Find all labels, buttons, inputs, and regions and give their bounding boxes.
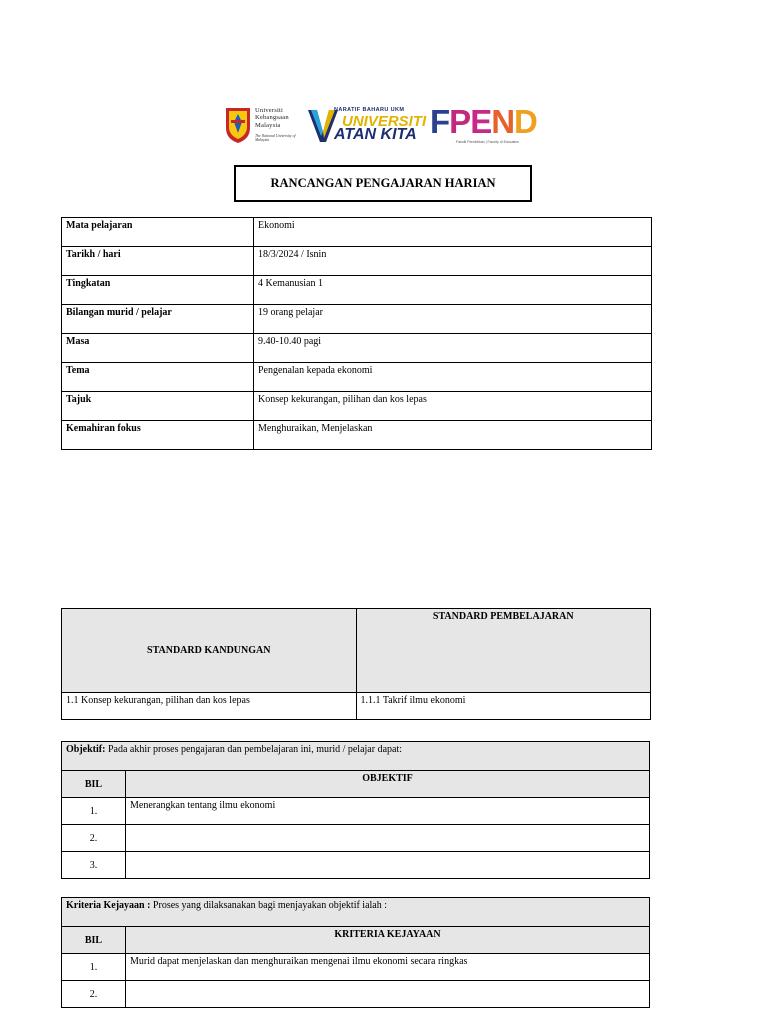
info-label: Tema: [62, 363, 254, 392]
watan-kita-universiti: UNIVERSITI: [342, 113, 427, 130]
table-row: [62, 363, 652, 392]
fpend-subtitle: Fakulti Pendidikan | Faculty of Education: [456, 140, 520, 144]
row-number: 2.: [62, 981, 126, 1008]
table-header-row: [62, 771, 650, 798]
table-caption-row: [62, 898, 650, 927]
criteria-table: [61, 897, 650, 1008]
row-number: 1.: [62, 954, 126, 981]
info-label: Mata pelajaran: [62, 218, 254, 247]
objective-text: [126, 825, 650, 852]
table-header-row: [62, 609, 651, 693]
fpend-letter: E: [470, 103, 492, 140]
table-row: [62, 392, 652, 421]
fpend-wordmark: [430, 105, 537, 139]
table-caption-row: [62, 742, 650, 771]
criteria-text: Murid dapat menjelaskan dan menghuraikan mengenai ilmu ekonomi secara ringkas: [126, 954, 650, 981]
criteria-caption-text: Proses yang dilaksanakan bagi menjayakan objektif ialah :: [152, 900, 388, 911]
info-value: 18/3/2024 / Isnin: [254, 247, 652, 276]
table-row: [62, 693, 651, 720]
row-number: 2.: [62, 825, 126, 852]
standard-table: [61, 608, 651, 720]
objective-text: [126, 852, 650, 879]
header-standard-pembelajaran: STANDARD PEMBELAJARAN: [356, 609, 651, 693]
table-row: [62, 981, 650, 1008]
table-row: [62, 825, 650, 852]
table-row: [62, 247, 652, 276]
row-number: 1.: [62, 798, 126, 825]
table-row: [62, 305, 652, 334]
objective-caption-text: Pada akhir proses pengajaran dan pembelajaran ini, murid / pelajar dapat:: [107, 744, 403, 755]
watan-kita-logo: [308, 104, 427, 148]
criteria-caption: [62, 898, 650, 927]
info-value: Konsep kekurangan, pilihan dan kos lepas: [254, 392, 652, 421]
watan-kita-tagline: NARATIF BAHARU UKM: [334, 107, 405, 113]
ukm-subtitle: The National University of Malaysia: [255, 134, 296, 143]
objective-text: Menerangkan tentang ilmu ekonomi: [126, 798, 650, 825]
header-objektif: OBJEKTIF: [126, 771, 650, 798]
ukm-line-3: Malaysia: [255, 121, 281, 129]
objective-table: [61, 741, 650, 879]
header-logos: [224, 104, 546, 148]
info-value: Pengenalan kepada ekonomi: [254, 363, 652, 392]
objective-label: Objektif:: [66, 744, 106, 755]
objective-caption: [62, 742, 650, 771]
info-value: Ekonomi: [254, 218, 652, 247]
ukm-line-1: Universiti: [255, 107, 283, 114]
header-standard-kandungan: STANDARD KANDUNGAN: [62, 609, 357, 693]
table-row: [62, 334, 652, 363]
table-row: [62, 852, 650, 879]
table-row: [62, 421, 652, 450]
info-label: Tajuk: [62, 392, 254, 421]
info-value: 9.40-10.40 pagi: [254, 334, 652, 363]
table-row: [62, 798, 650, 825]
header-kriteria: KRITERIA KEJAYAAN: [126, 927, 650, 954]
ukm-name: [255, 107, 289, 129]
info-label: Tarikh / hari: [62, 247, 254, 276]
info-label: Bilangan murid / pelajar: [62, 305, 254, 334]
table-row: [62, 954, 650, 981]
fpend-letter: D: [514, 103, 537, 140]
info-label: Tingkatan: [62, 276, 254, 305]
ukm-line-2: Kebangsaan: [255, 114, 289, 122]
info-value: Menghuraikan, Menjelaskan: [254, 421, 652, 450]
row-number: 3.: [62, 852, 126, 879]
header-bil: BIL: [62, 927, 126, 954]
criteria-label: Kriteria Kejayaan :: [66, 900, 151, 911]
fpend-letter: P: [449, 103, 471, 140]
ukm-logo: [224, 106, 306, 146]
info-label: Kemahiran fokus: [62, 421, 254, 450]
standard-pembelajaran-value: 1.1.1 Takrif ilmu ekonomi: [356, 693, 651, 720]
fpend-letter: N: [491, 103, 515, 140]
info-value: 4 Kemanusian 1: [254, 276, 652, 305]
info-label: Masa: [62, 334, 254, 363]
ukm-crest-icon: [224, 106, 252, 144]
table-header-row: [62, 927, 650, 954]
header-bil: BIL: [62, 771, 126, 798]
table-row: [62, 218, 652, 247]
standard-kandungan-value: 1.1 Konsep kekurangan, pilihan dan kos lepas: [62, 693, 357, 720]
lesson-info-table: [61, 217, 652, 450]
document-title: RANCANGAN PENGAJARAN HARIAN: [234, 165, 532, 202]
fpend-letter: F: [430, 103, 450, 140]
table-row: [62, 276, 652, 305]
watan-kita-name: ATAN KITA: [334, 126, 417, 143]
fpend-logo: [430, 104, 546, 148]
criteria-text: [126, 981, 650, 1008]
info-value: 19 orang pelajar: [254, 305, 652, 334]
